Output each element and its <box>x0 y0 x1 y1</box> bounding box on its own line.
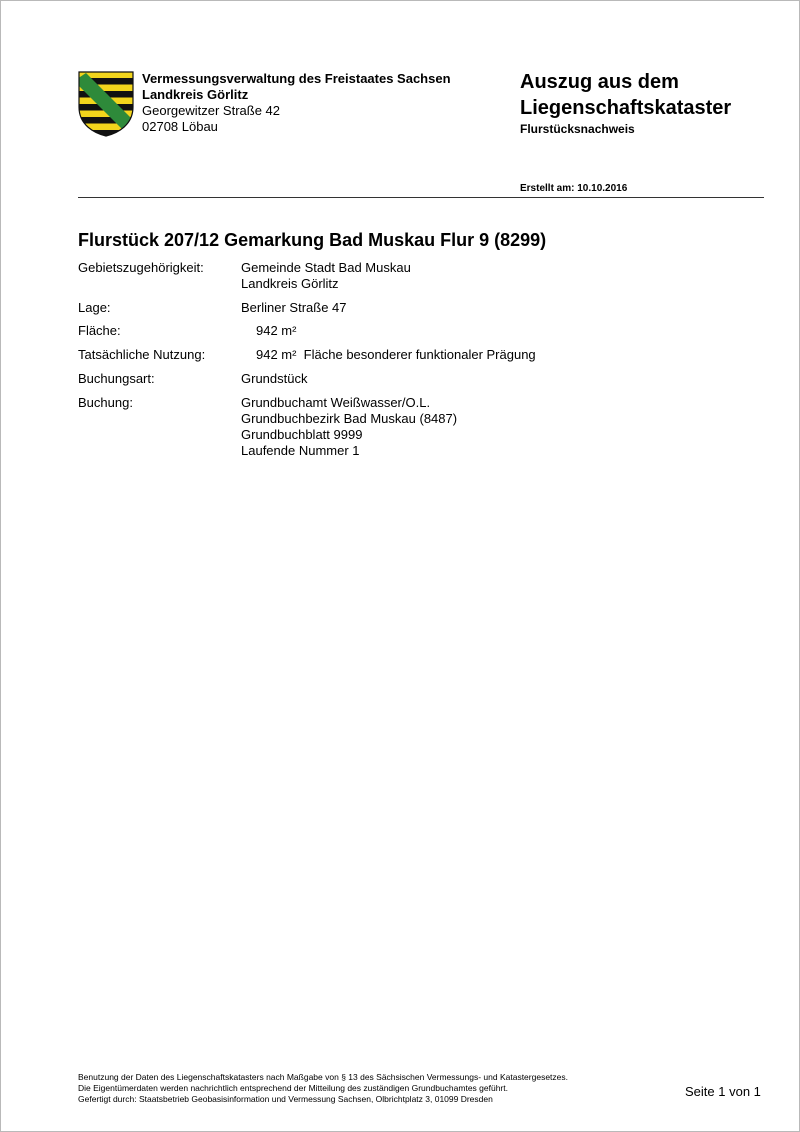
row-value-line: Berliner Straße 47 <box>241 300 347 315</box>
footer-line: Die Eigentümerdaten werden nachrichtlich entsprechend der Mitteilung des zuständigen Grundbuchamtes geführt. <box>78 1083 508 1093</box>
row-value <box>241 300 347 316</box>
authority-block <box>142 71 451 135</box>
row-label: Buchung: <box>78 395 133 410</box>
page-number: Seite 1 von 1 <box>685 1084 761 1099</box>
row-value-line: Grundbuchbezirk Bad Muskau (8487) <box>241 411 458 426</box>
authority-name: Vermessungsverwaltung des Freistaates Sachsen <box>142 71 451 86</box>
footer-line: Benutzung der Daten des Liegenschaftskatasters nach Maßgabe von § 13 des Sächsischen Vermessungs- und Katastergesetzes. <box>78 1072 568 1082</box>
row-value-line: 942 m² <box>256 323 297 338</box>
row-value-line: Grundstück <box>241 371 308 386</box>
row-value-line: Laufende Nummer 1 <box>241 443 360 458</box>
row-value-line: Landkreis Görlitz <box>241 276 339 291</box>
header-divider <box>78 197 764 198</box>
row-label: Tatsächliche Nutzung: <box>78 347 206 362</box>
parcel-title: Flurstück 207/12 Gemarkung Bad Muskau Flur 9 (8299) <box>78 230 547 250</box>
row-label: Fläche: <box>78 323 121 338</box>
footer-line: Gefertigt durch: Staatsbetrieb Geobasisinformation und Vermessung Sachsen, Olbrichtplatz 3, 01099 Dresden <box>78 1094 493 1104</box>
authority-street: Georgewitzer Straße 42 <box>142 103 281 118</box>
row-value <box>241 395 457 459</box>
row-label: Buchungsart: <box>78 371 155 386</box>
row-label: Lage: <box>78 300 111 315</box>
row-value <box>256 347 536 363</box>
document-title-line2: Liegenschaftskataster <box>520 97 732 119</box>
created-date: Erstellt am: 10.10.2016 <box>520 183 628 194</box>
row-value <box>241 260 411 292</box>
district-name: Landkreis Görlitz <box>142 87 249 102</box>
row-value <box>241 371 307 387</box>
row-value-line: Grundbuchblatt 9999 <box>241 427 363 442</box>
row-value <box>256 323 296 339</box>
row-value-line: 942 m² Fläche besonderer funktionaler Prägung <box>256 347 536 362</box>
row-label: Gebietszugehörigkeit: <box>78 260 204 275</box>
saxony-coat-of-arms-icon <box>78 71 134 137</box>
row-value-line: Gemeinde Stadt Bad Muskau <box>241 260 411 275</box>
authority-city: 02708 Löbau <box>142 119 218 134</box>
document-subtitle: Flurstücksnachweis <box>520 122 635 136</box>
row-value-line: Grundbuchamt Weißwasser/O.L. <box>241 395 431 410</box>
document-title-line1: Auszug aus dem <box>520 71 679 93</box>
document-title <box>520 69 731 121</box>
footer-notes <box>78 1072 568 1105</box>
